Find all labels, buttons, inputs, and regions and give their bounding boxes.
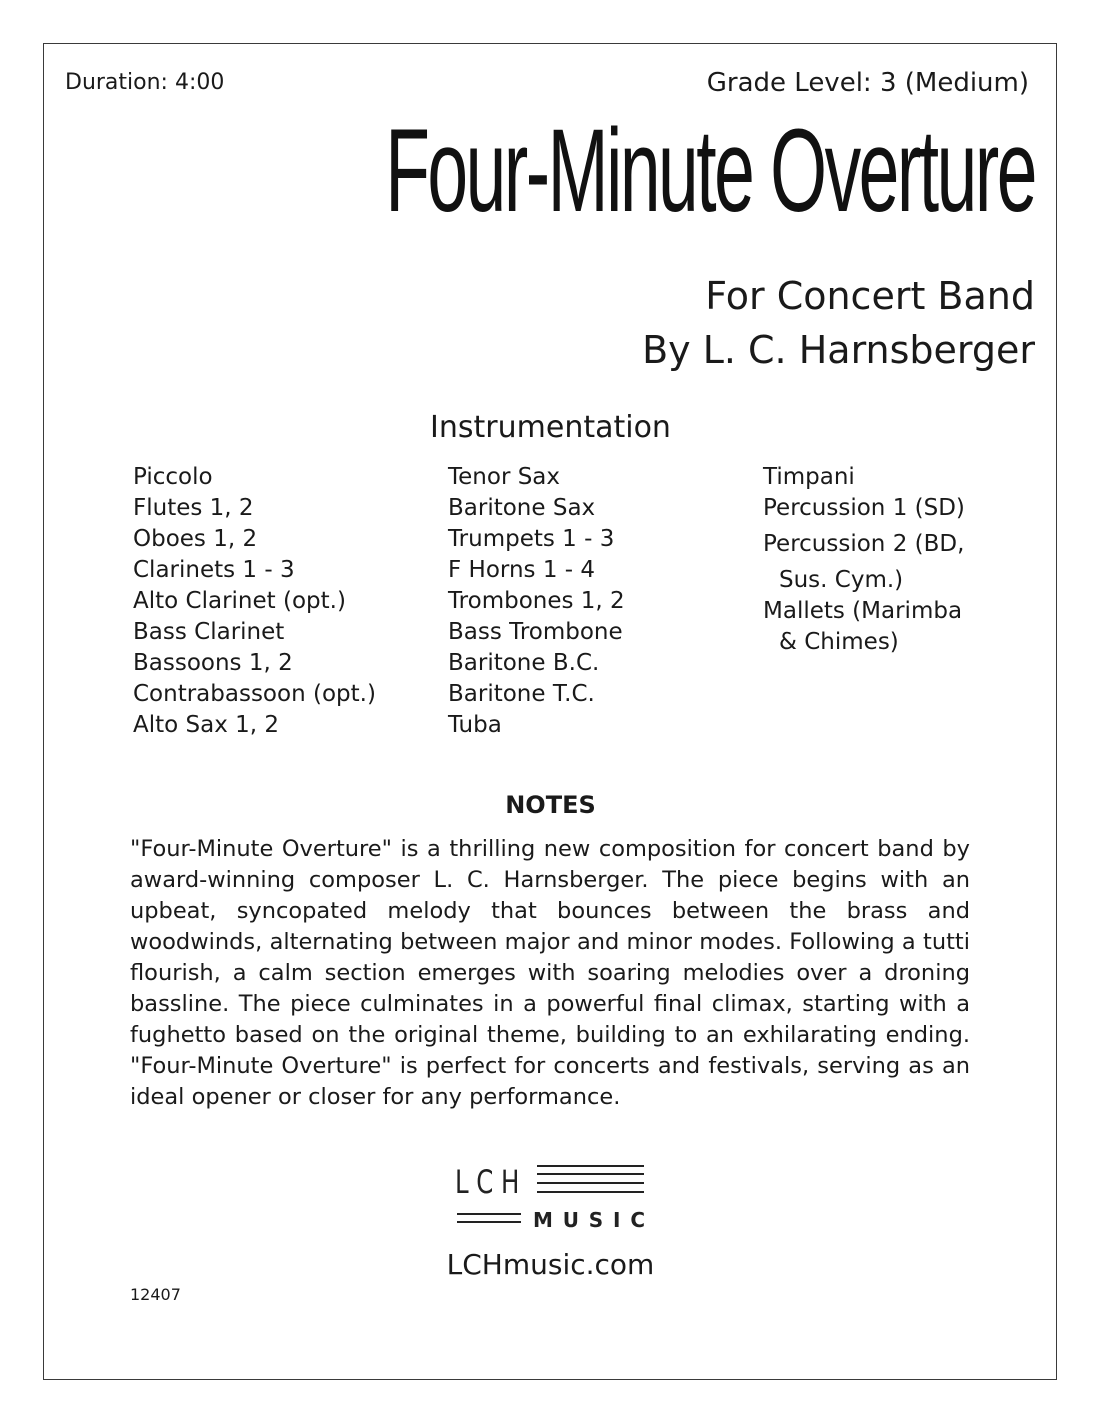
instrument-item: Baritone B.C. xyxy=(448,650,600,676)
website-link[interactable]: LCHmusic.com xyxy=(446,1248,655,1281)
instrument-item: Clarinets 1 - 3 xyxy=(133,557,295,583)
instrument-item: Trumpets 1 - 3 xyxy=(448,526,615,552)
instrument-item: Trombones 1, 2 xyxy=(448,588,625,614)
instrument-item: Percussion 1 (SD) xyxy=(763,495,965,521)
instrumentation-heading: Instrumentation xyxy=(430,410,671,445)
instrument-item: Oboes 1, 2 xyxy=(133,526,258,552)
instrument-item: Alto Clarinet (opt.) xyxy=(133,588,346,614)
instrument-column-1 xyxy=(133,462,376,741)
logo-text-music: MUSIC xyxy=(533,1208,645,1232)
subtitle: For Concert Band xyxy=(705,274,1035,318)
instrument-item: Percussion 2 (BD, xyxy=(763,531,965,557)
instrument-item: Bass Clarinet xyxy=(133,619,285,645)
instrument-item: Bass Trombone xyxy=(448,619,623,645)
instrument-item: Contrabassoon (opt.) xyxy=(133,681,376,707)
instrument-item: Piccolo xyxy=(133,464,213,490)
instrument-item-continued: & Chimes) xyxy=(779,629,899,655)
page-title: Four-Minute Overture xyxy=(385,105,1035,237)
notes-paragraph: "Four-Minute Overture" is a thrilling new composition for concert band by award-winning composer L. C. Harnsberger. The piece begins with an upbeat, syncopated melody that bounces between the brass and woodwinds, alternating between major and minor modes. Following a tutti flourish, a calm section emerges with soaring melodies over a droning bassline. The piece culminates in a powerful final climax, starting with a fughetto based on the original theme, building to an exhilarating ending. "Four-Minute Overture" is perfect for concerts and festivals, serving as an ideal opener or closer for any performance. xyxy=(130,836,970,1110)
instrument-item: Baritone T.C. xyxy=(448,681,595,707)
logo-text-lch: LCH xyxy=(455,1163,527,1201)
instrument-column-2 xyxy=(448,462,625,741)
instrument-item: Bassoons 1, 2 xyxy=(133,650,293,676)
instrument-item: Baritone Sax xyxy=(448,495,596,521)
grade-level-label: Grade Level: 3 (Medium) xyxy=(706,68,1029,98)
instrument-item: Alto Sax 1, 2 xyxy=(133,712,280,738)
catalog-number: 12407 xyxy=(130,1285,181,1304)
instrument-item: F Horns 1 - 4 xyxy=(448,557,596,583)
instrument-item: Flutes 1, 2 xyxy=(133,495,254,521)
notes-heading: NOTES xyxy=(505,791,596,819)
instrument-item: Tenor Sax xyxy=(448,464,561,490)
duration-label: Duration: 4:00 xyxy=(65,70,225,95)
instrument-item: Mallets (Marimba xyxy=(763,598,963,624)
composer-credit: By L. C. Harnsberger xyxy=(642,328,1035,372)
instrument-column-3 xyxy=(763,462,965,658)
instrument-item-continued: Sus. Cym.) xyxy=(779,567,904,593)
instrument-item: Timpani xyxy=(763,464,855,490)
instrument-item: Tuba xyxy=(448,712,502,738)
lch-music-logo xyxy=(455,1160,650,1232)
